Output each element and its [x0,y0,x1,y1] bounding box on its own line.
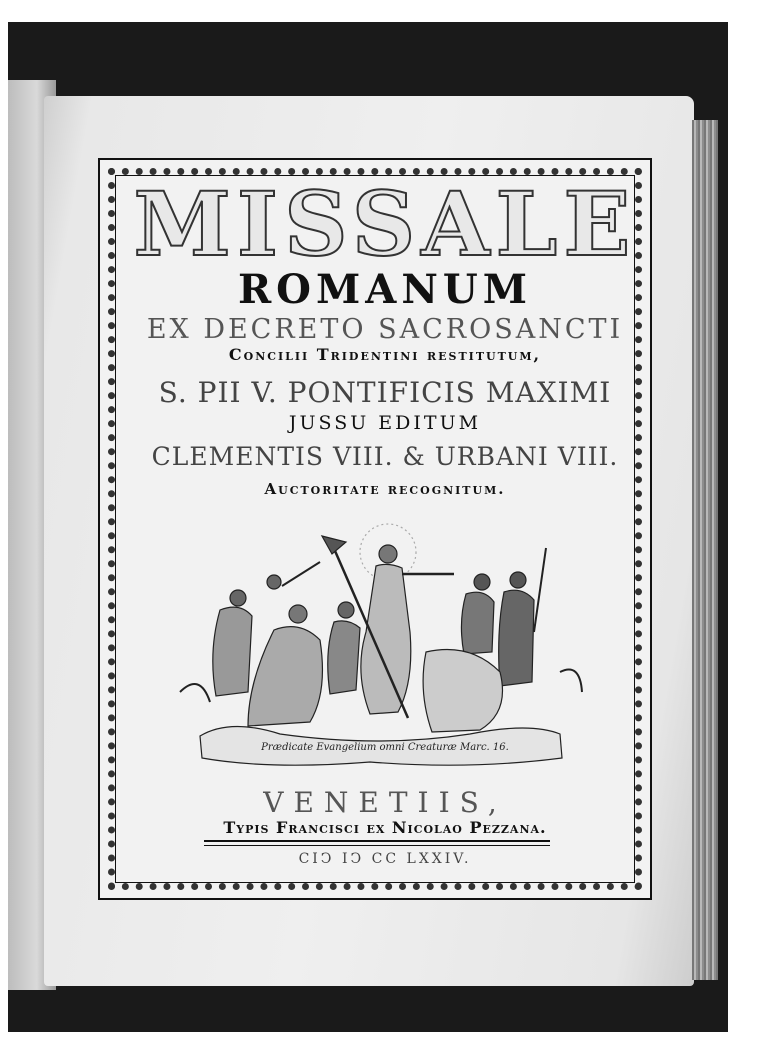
text-pii-v: S. PII V. PONTIFICIS MAXIMI [158,376,612,409]
text-jussu-editum: JUSSU EDITUM [288,412,482,434]
title-romanum: ROMANUM [237,266,533,313]
rule-top [204,840,550,842]
text-clementis-urbani: CLEMENTIS VIII. & URBANI VIII. [151,442,619,471]
text-printer: Typis Francisci ex Nicolao Pezzana. [223,818,547,837]
engraving-caption: Prædicate Evangelium omni Creaturæ Marc. 16. [261,742,509,753]
text-auctoritate: Auctoritate recognitum. [264,480,506,498]
text-ex-decreto: EX DECRETO SACROSANCTI [146,314,624,345]
resurrection-engraving [170,522,590,772]
text-date: CIↃ IↃ CC LXXIV. [298,851,472,867]
text-venetiis: VENETIIS, [263,786,507,819]
title-missale: MISSALE [133,172,637,276]
rule-bottom [204,845,550,846]
text-concilii: Concilii Tridentini restitutum, [228,345,542,364]
